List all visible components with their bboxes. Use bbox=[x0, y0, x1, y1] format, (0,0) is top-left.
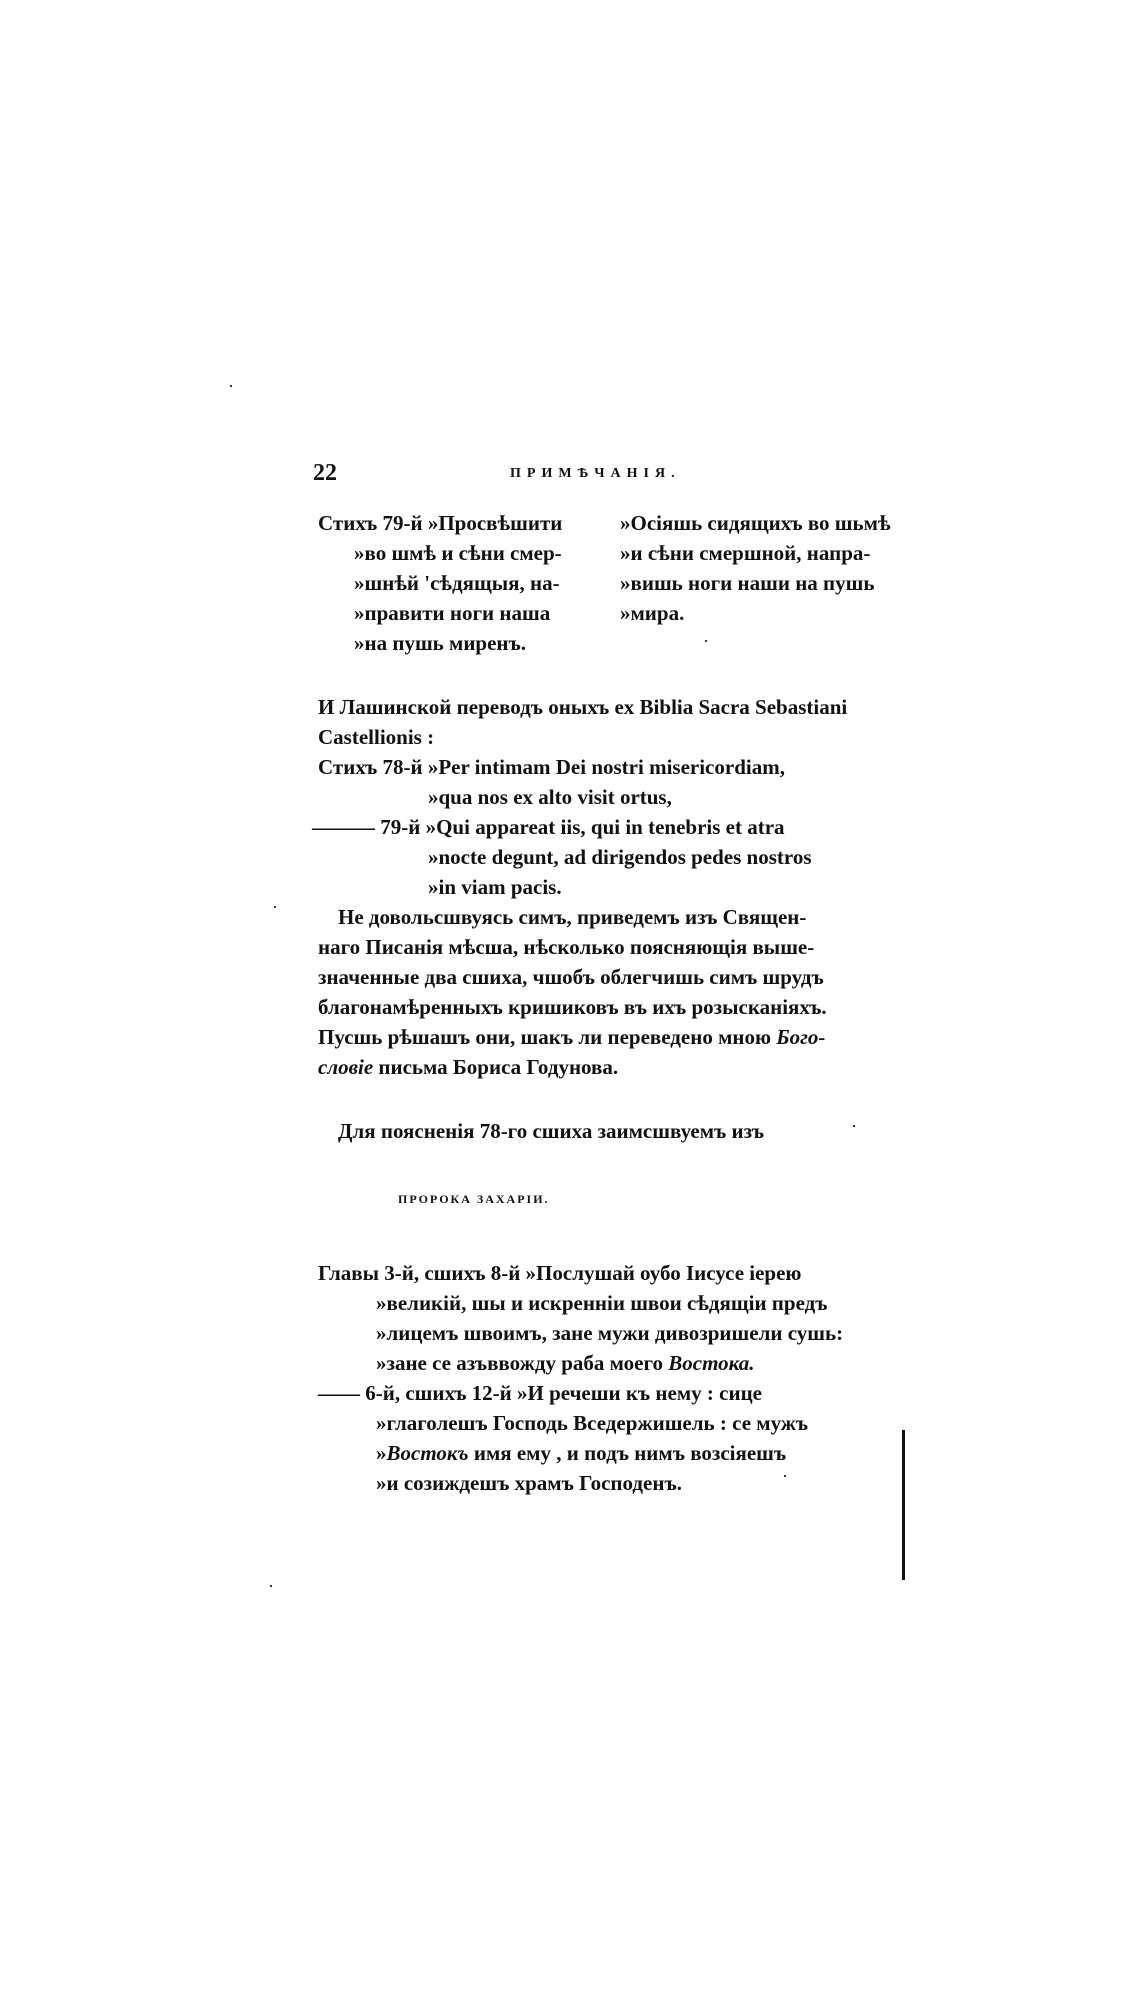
latin-verse-line: Стихъ 78-й »Per intimam Dei nostri misericordiam, bbox=[318, 755, 785, 779]
scan-speck bbox=[705, 640, 707, 642]
latin-intro-line: И Лашинской переводъ оныхъ ex Biblia Sacra Sebastiani bbox=[318, 695, 848, 719]
running-title: ПРИМѢЧАНІЯ. bbox=[510, 466, 681, 481]
right-line: »вишь ноги наши на пушь bbox=[620, 571, 875, 595]
paragraph-text: письма Бориса Годунова. bbox=[373, 1055, 619, 1079]
left-line: Стихъ 79-й »Просвѣшити bbox=[318, 511, 563, 535]
paragraph-line bbox=[318, 1052, 618, 1082]
citation-text: » bbox=[376, 1441, 387, 1465]
citation-line: Главы 3-й, сшихъ 8-й »Послушай оубо Іисусе іерею bbox=[318, 1261, 802, 1285]
source-heading: ПРОРОКА ЗАХАРІИ. bbox=[398, 1192, 550, 1206]
left-line: »правити ноги наша bbox=[354, 601, 551, 625]
left-line: »шнѣй 'сѣдящыя, на- bbox=[354, 571, 560, 595]
section-intro: Для поясненія 78-го сшиха заимсшвуемъ изъ bbox=[338, 1119, 764, 1143]
paragraph-line: благонамѣренныхъ кришиковъ въ ихъ розысканіяхъ. bbox=[318, 995, 827, 1019]
citation-line: —— 6-й, сшихъ 12-й »И речеши къ нему : сице bbox=[318, 1381, 762, 1405]
paragraph-text: Пусшь рѣшашъ они, шакъ ли переведено мною bbox=[318, 1025, 772, 1049]
scan-speck bbox=[230, 385, 232, 387]
citation-italic: Востока. bbox=[668, 1351, 755, 1375]
latin-verse-line: »in viam pacis. bbox=[428, 875, 562, 899]
citation-italic: Востокъ bbox=[386, 1441, 469, 1465]
page-number: 22 bbox=[313, 460, 337, 486]
latin-verse-line: »nocte degunt, ad dirigendos pedes nostros bbox=[428, 845, 812, 869]
paragraph-line: Не довольсшвуясь симъ, приведемъ изъ Священ- bbox=[338, 905, 807, 929]
right-line: »Осіяшь сидящихъ во шьмѣ bbox=[620, 511, 891, 535]
paragraph-italic: словіе bbox=[318, 1055, 374, 1079]
paragraph-line: значенные два сшиха, чшобъ облегчишь симъ шрудъ bbox=[318, 965, 824, 989]
right-line: »мира. bbox=[620, 601, 685, 625]
scan-speck bbox=[274, 906, 276, 908]
citation-line bbox=[376, 1348, 755, 1378]
citation-text: имя ему , и подъ нимъ возсіяешъ bbox=[468, 1441, 787, 1465]
paragraph-line bbox=[318, 1022, 825, 1052]
page-edge-shadow bbox=[902, 1430, 905, 1580]
latin-verse-line: »qua nos ex alto visit ortus, bbox=[428, 785, 672, 809]
scan-speck bbox=[853, 1125, 855, 1127]
paragraph-italic: Бого- bbox=[776, 1025, 826, 1049]
citation-line: »великій, шы и искренніи швои сѣдящіи предъ bbox=[376, 1291, 828, 1315]
paragraph-line: наго Писанія мѣсша, нѣсколько поясняющія выше- bbox=[318, 935, 815, 959]
citation-text: »зане се азъввожду раба моего bbox=[376, 1351, 669, 1375]
left-line: »на пушь миренъ. bbox=[354, 631, 527, 655]
citation-line: »глаголешъ Господь Вседержишель : се мужъ bbox=[376, 1411, 808, 1435]
citation-line bbox=[376, 1438, 786, 1468]
citation-line: »лицемъ швоимъ, зане мужи дивозришели сушь: bbox=[376, 1321, 844, 1345]
scan-speck bbox=[784, 1475, 786, 1477]
scan-speck bbox=[270, 1585, 272, 1587]
latin-verse-line: ——— 79-й »Qui appareat iis, qui in tenebris et atra bbox=[312, 815, 785, 839]
left-line: »во шмѣ и сѣни смер- bbox=[354, 541, 562, 565]
latin-intro-line: Castellionis : bbox=[318, 725, 435, 749]
right-line: »и сѣни смершной, напра- bbox=[620, 541, 871, 565]
citation-line: »и созиждешъ храмъ Господенъ. bbox=[376, 1471, 682, 1495]
